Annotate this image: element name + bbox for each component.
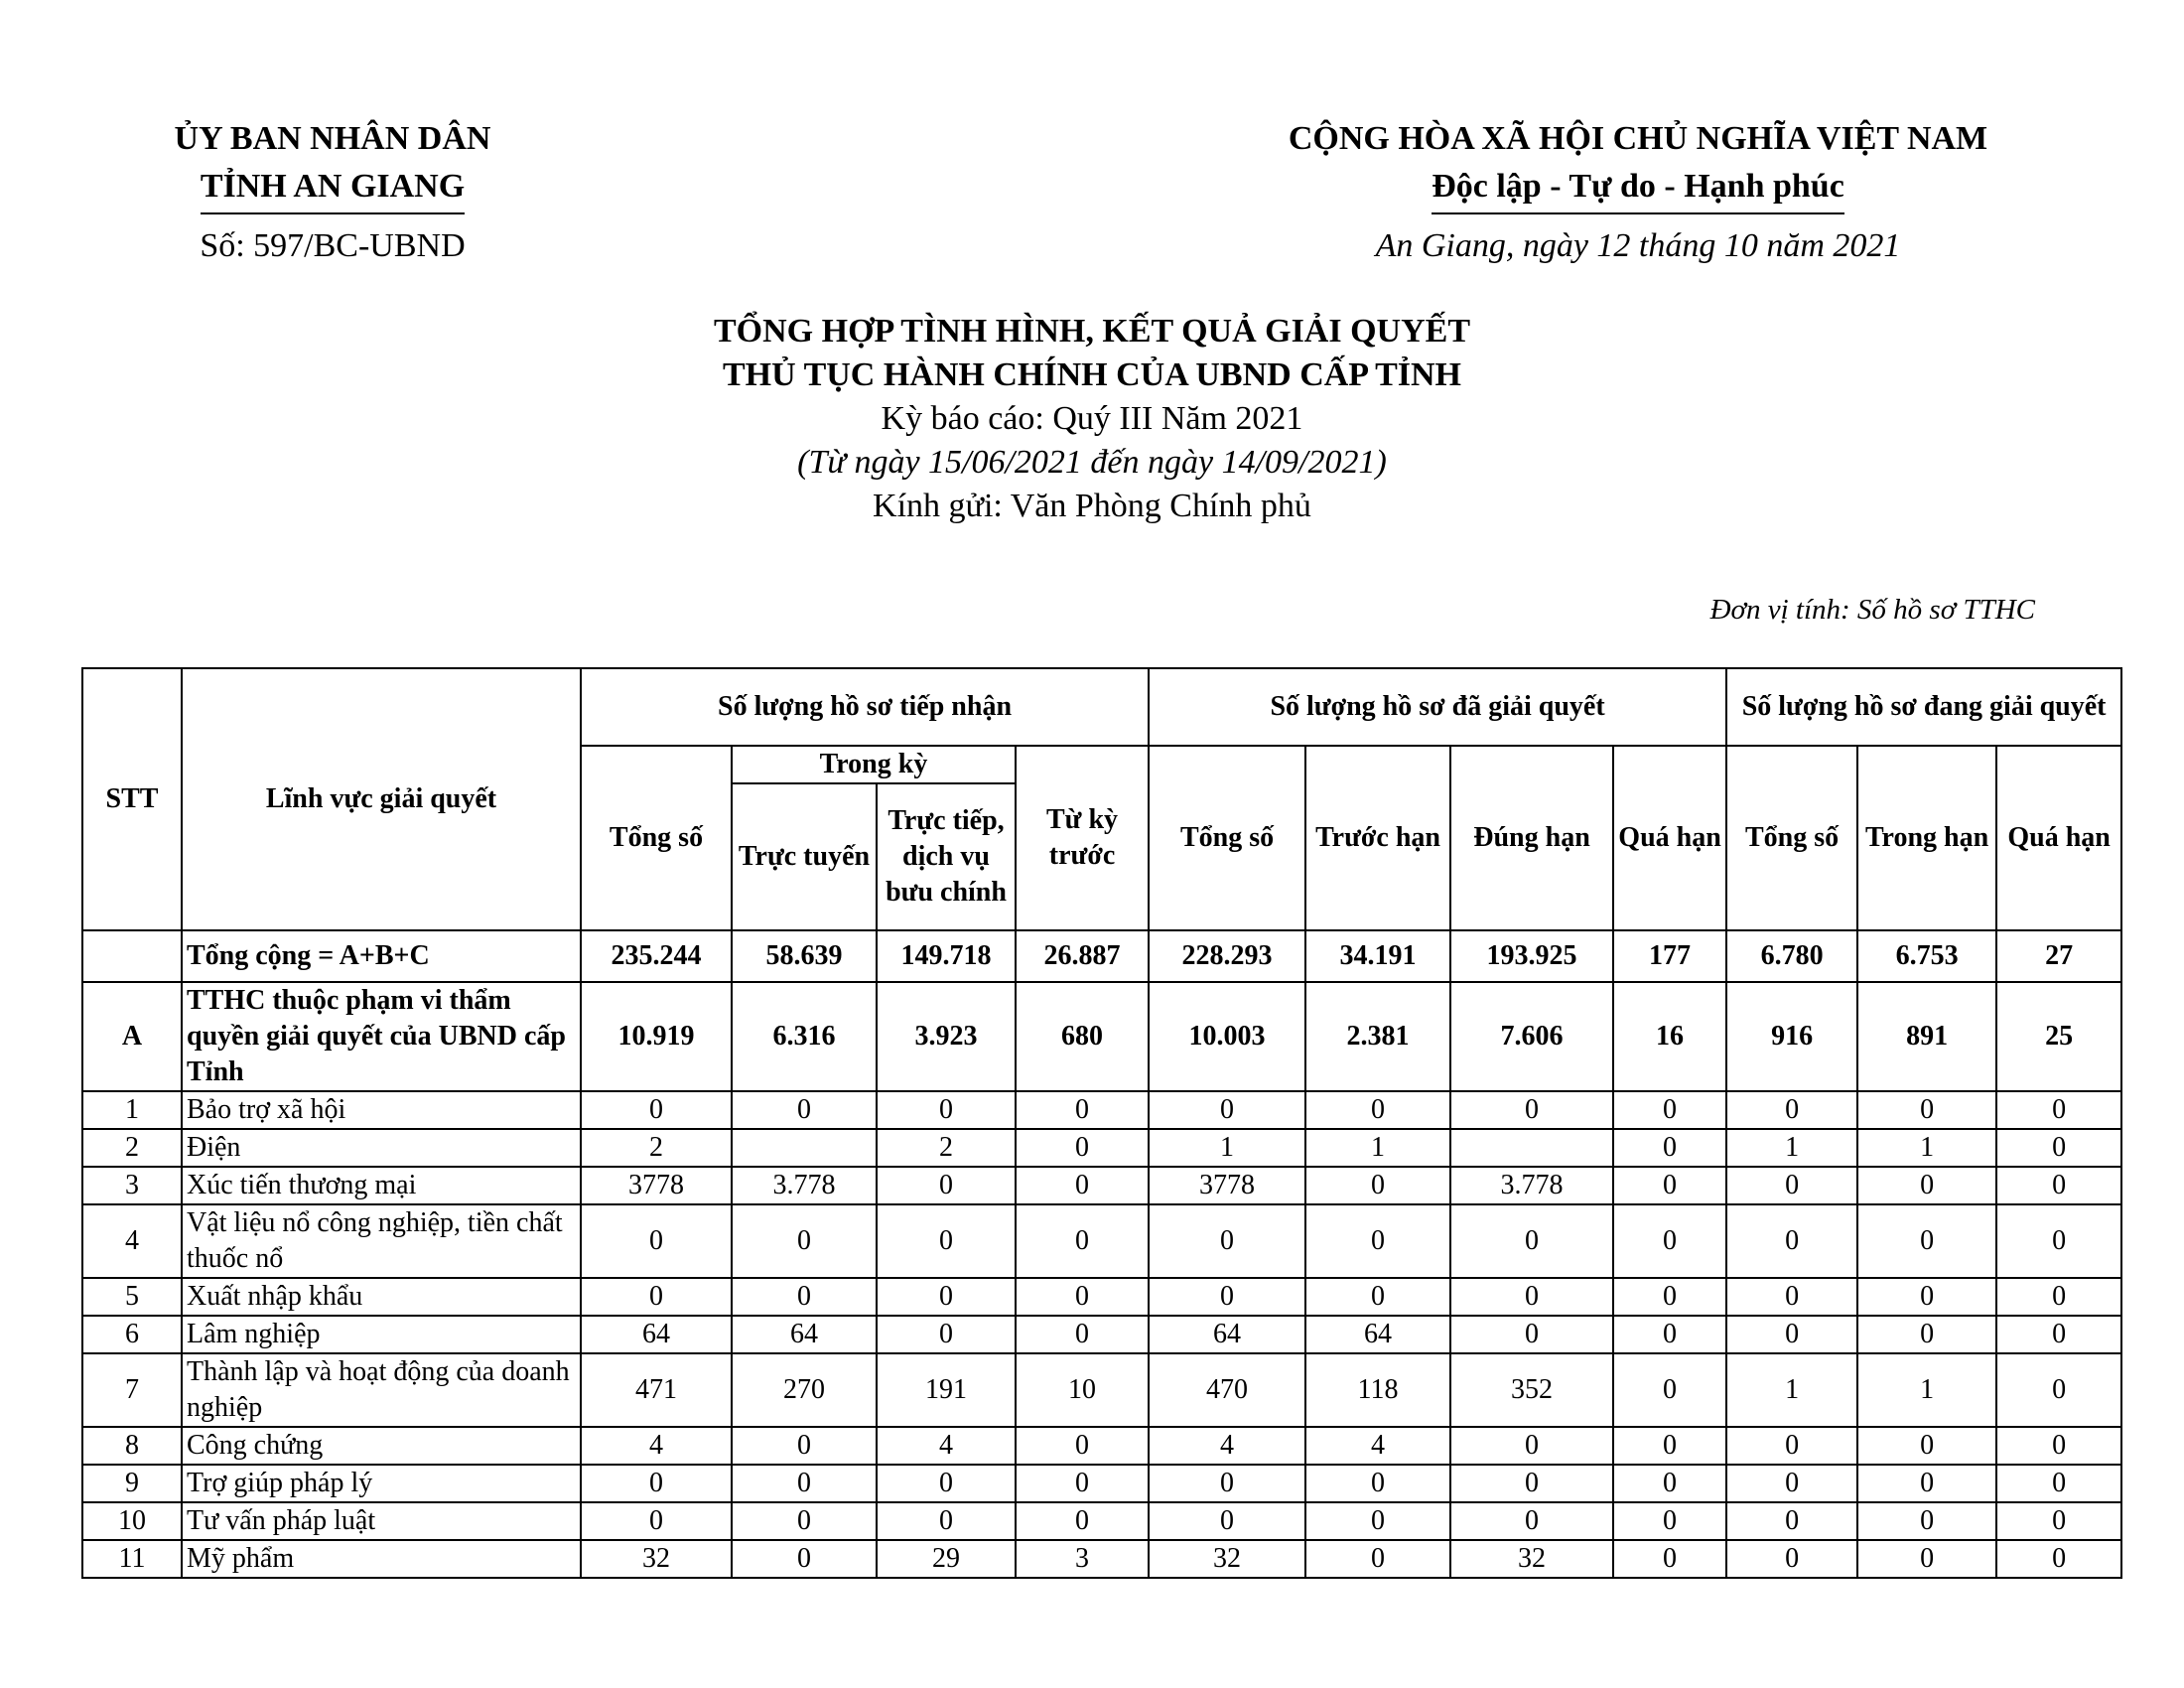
group-received: Số lượng hồ sơ tiếp nhận — [581, 668, 1149, 746]
report-recipient: Kính gửi: Văn Phòng Chính phủ — [873, 488, 1311, 524]
report-title-line2: THỦ TỤC HÀNH CHÍNH CỦA UBND CẤP TỈNH — [723, 356, 1461, 393]
row-value: 0 — [1996, 1204, 2121, 1278]
row-value: 0 — [1996, 1091, 2121, 1129]
row-value: 0 — [877, 1465, 1016, 1502]
row-value: 0 — [1996, 1540, 2121, 1578]
row-value: 0 — [1149, 1204, 1305, 1278]
row-field-name: Lâm nghiệp — [182, 1316, 581, 1353]
row-value: 916 — [1726, 982, 1857, 1091]
row-value: 0 — [877, 1502, 1016, 1540]
row-value: 16 — [1613, 982, 1726, 1091]
row-value: 118 — [1305, 1353, 1450, 1427]
row-value: 6.780 — [1726, 930, 1857, 982]
row-value: 7.606 — [1450, 982, 1613, 1091]
row-value: 0 — [1305, 1167, 1450, 1204]
row-value: 177 — [1613, 930, 1726, 982]
table-row — [82, 1204, 2121, 1278]
row-value: 0 — [732, 1540, 877, 1578]
row-value: 0 — [1305, 1465, 1450, 1502]
row-value: 26.887 — [1016, 930, 1149, 982]
col-pending-total: Tổng số — [1726, 746, 1857, 930]
report-title-line1: TỔNG HỢP TÌNH HÌNH, KẾT QUẢ GIẢI QUYẾT — [714, 313, 1470, 350]
col-pending-overdue: Quá hạn — [1996, 746, 2121, 930]
row-value: 0 — [1613, 1502, 1726, 1540]
row-value: 0 — [1613, 1278, 1726, 1316]
row-value: 0 — [732, 1502, 877, 1540]
row-value: 64 — [1305, 1316, 1450, 1353]
title-block — [397, 310, 1787, 528]
row-value: 1 — [1857, 1353, 1996, 1427]
row-value: 0 — [1857, 1540, 1996, 1578]
row-stt: 6 — [82, 1316, 182, 1353]
row-value: 3.778 — [732, 1167, 877, 1204]
col-field: Lĩnh vực giải quyết — [182, 668, 581, 930]
col-stt: STT — [82, 668, 182, 930]
row-value: 0 — [1726, 1278, 1857, 1316]
row-value: 32 — [1450, 1540, 1613, 1578]
row-value: 0 — [1613, 1129, 1726, 1167]
row-value: 0 — [1016, 1091, 1149, 1129]
row-value: 0 — [1996, 1278, 2121, 1316]
agency-name: ỦY BAN NHÂN DÂN — [174, 120, 491, 157]
row-value: 4 — [1305, 1427, 1450, 1465]
table-row — [82, 1465, 2121, 1502]
col-received-total: Tổng số — [581, 746, 732, 930]
row-stt: 2 — [82, 1129, 182, 1167]
row-value: 0 — [1613, 1465, 1726, 1502]
col-trong-han: Trong hạn — [1857, 746, 1996, 930]
row-value: 25 — [1996, 982, 2121, 1091]
row-value: 0 — [1450, 1427, 1613, 1465]
row-value: 0 — [1016, 1316, 1149, 1353]
row-field-name: Điện — [182, 1129, 581, 1167]
row-value — [1450, 1129, 1613, 1167]
row-value: 0 — [877, 1167, 1016, 1204]
national-title: CỘNG HÒA XÃ HỘI CHỦ NGHĨA VIỆT NAM — [1288, 120, 1988, 157]
row-value: 0 — [1450, 1204, 1613, 1278]
header-right — [1231, 115, 2045, 214]
row-value: 0 — [1450, 1091, 1613, 1129]
row-value: 193.925 — [1450, 930, 1613, 982]
group-pending: Số lượng hồ sơ đang giải quyết — [1726, 668, 2121, 746]
row-stt: 1 — [82, 1091, 182, 1129]
row-field-name: Xúc tiến thương mại — [182, 1167, 581, 1204]
national-motto: Độc lập - Tự do - Hạnh phúc — [1432, 163, 1844, 214]
row-stt: 5 — [82, 1278, 182, 1316]
row-value: 228.293 — [1149, 930, 1305, 982]
row-field-name: Thành lập và hoạt động của doanh nghiệp — [182, 1353, 581, 1427]
row-value: 3 — [1016, 1540, 1149, 1578]
row-value: 0 — [1726, 1465, 1857, 1502]
row-value: 0 — [1016, 1129, 1149, 1167]
report-range: (Từ ngày 15/06/2021 đến ngày 14/09/2021) — [797, 444, 1387, 481]
row-value: 0 — [732, 1204, 877, 1278]
row-stt: 10 — [82, 1502, 182, 1540]
table-row — [82, 1540, 2121, 1578]
row-value: 0 — [1016, 1167, 1149, 1204]
col-truoc-han: Trước hạn — [1305, 746, 1450, 930]
col-dung-han: Đúng hạn — [1450, 746, 1613, 930]
province-name: TỈNH AN GIANG — [201, 163, 465, 214]
row-value: 0 — [1996, 1502, 2121, 1540]
row-value: 4 — [877, 1427, 1016, 1465]
row-value: 1 — [1726, 1129, 1857, 1167]
row-value: 32 — [581, 1540, 732, 1578]
row-value: 0 — [1613, 1167, 1726, 1204]
row-value: 0 — [1016, 1278, 1149, 1316]
row-value: 0 — [732, 1427, 877, 1465]
row-value: 0 — [1857, 1316, 1996, 1353]
row-value: 1 — [1305, 1129, 1450, 1167]
row-value: 0 — [877, 1278, 1016, 1316]
row-value: 0 — [581, 1091, 732, 1129]
row-value: 0 — [1857, 1204, 1996, 1278]
row-value: 0 — [1613, 1091, 1726, 1129]
row-value: 235.244 — [581, 930, 732, 982]
group-resolved: Số lượng hồ sơ đã giải quyết — [1149, 668, 1726, 746]
table-row — [82, 1278, 2121, 1316]
row-value: 6.316 — [732, 982, 877, 1091]
row-value: 0 — [1726, 1091, 1857, 1129]
report-period: Kỳ báo cáo: Quý III Năm 2021 — [881, 400, 1303, 437]
table-row — [82, 930, 2121, 982]
row-value: 27 — [1996, 930, 2121, 982]
row-value: 0 — [1450, 1502, 1613, 1540]
row-value: 471 — [581, 1353, 732, 1427]
table-row — [82, 1167, 2121, 1204]
row-value: 352 — [1450, 1353, 1613, 1427]
row-field-name: TTHC thuộc phạm vi thẩm quyền giải quyết của UBND cấp Tỉnh — [182, 982, 581, 1091]
row-value: 0 — [1613, 1427, 1726, 1465]
row-value: 0 — [1726, 1316, 1857, 1353]
row-value: 1 — [1149, 1129, 1305, 1167]
row-value: 0 — [581, 1502, 732, 1540]
document-number: Số: 597/BC-UBND — [200, 227, 466, 264]
row-value: 0 — [1726, 1204, 1857, 1278]
row-value: 1 — [1726, 1353, 1857, 1427]
row-stt: 11 — [82, 1540, 182, 1578]
row-field-name: Trợ giúp pháp lý — [182, 1465, 581, 1502]
table-row — [82, 1316, 2121, 1353]
row-value: 32 — [1149, 1540, 1305, 1578]
table-row — [82, 1091, 2121, 1129]
row-value: 0 — [581, 1204, 732, 1278]
col-tu-ky-truoc: Từ kỳ trước — [1016, 746, 1149, 930]
row-value: 0 — [1305, 1502, 1450, 1540]
row-field-name: Mỹ phẩm — [182, 1540, 581, 1578]
row-value: 0 — [1613, 1540, 1726, 1578]
row-value: 0 — [1450, 1278, 1613, 1316]
row-stt: 7 — [82, 1353, 182, 1427]
row-value: 0 — [1857, 1091, 1996, 1129]
row-stt: 4 — [82, 1204, 182, 1278]
row-stt — [82, 930, 182, 982]
row-value: 3778 — [581, 1167, 732, 1204]
row-stt: 3 — [82, 1167, 182, 1204]
row-value: 0 — [1450, 1465, 1613, 1502]
row-value: 270 — [732, 1353, 877, 1427]
row-value: 0 — [1996, 1167, 2121, 1204]
row-value: 64 — [581, 1316, 732, 1353]
row-stt: A — [82, 982, 182, 1091]
row-value: 0 — [1016, 1427, 1149, 1465]
row-value: 0 — [1149, 1278, 1305, 1316]
table-row — [82, 1427, 2121, 1465]
row-value: 1 — [1857, 1129, 1996, 1167]
row-value: 0 — [1149, 1502, 1305, 1540]
row-value: 0 — [1305, 1540, 1450, 1578]
row-value: 0 — [1613, 1204, 1726, 1278]
table-row — [82, 1353, 2121, 1427]
col-resolved-overdue: Quá hạn — [1613, 746, 1726, 930]
row-value: 34.191 — [1305, 930, 1450, 982]
row-field-name: Bảo trợ xã hội — [182, 1091, 581, 1129]
col-resolved-total: Tổng số — [1149, 746, 1305, 930]
document-date: An Giang, ngày 12 tháng 10 năm 2021 — [1375, 227, 1901, 264]
row-value: 191 — [877, 1353, 1016, 1427]
row-value: 0 — [1726, 1167, 1857, 1204]
row-value: 0 — [1857, 1502, 1996, 1540]
row-value: 3.778 — [1450, 1167, 1613, 1204]
row-value: 0 — [1016, 1465, 1149, 1502]
row-value: 0 — [1996, 1316, 2121, 1353]
row-value — [732, 1129, 877, 1167]
table-row — [82, 1129, 2121, 1167]
table-row — [82, 982, 2121, 1091]
row-value: 0 — [1726, 1540, 1857, 1578]
row-value: 0 — [581, 1465, 732, 1502]
row-value: 0 — [732, 1278, 877, 1316]
table-body — [82, 930, 2121, 1578]
row-value: 4 — [1149, 1427, 1305, 1465]
row-value: 0 — [1613, 1316, 1726, 1353]
row-value: 3.923 — [877, 982, 1016, 1091]
row-stt: 8 — [82, 1427, 182, 1465]
row-value: 0 — [1996, 1353, 2121, 1427]
row-value: 10.919 — [581, 982, 732, 1091]
row-value: 0 — [1450, 1316, 1613, 1353]
row-value: 64 — [1149, 1316, 1305, 1353]
table-row — [82, 1502, 2121, 1540]
row-value: 0 — [1149, 1465, 1305, 1502]
row-stt: 9 — [82, 1465, 182, 1502]
row-field-name: Vật liệu nổ công nghiệp, tiền chất thuốc nổ — [182, 1204, 581, 1278]
row-value: 0 — [732, 1091, 877, 1129]
row-value: 470 — [1149, 1353, 1305, 1427]
row-value: 0 — [877, 1091, 1016, 1129]
row-value: 0 — [1857, 1427, 1996, 1465]
row-value: 0 — [732, 1465, 877, 1502]
col-truc-tuyen: Trực tuyến — [732, 783, 877, 930]
row-value: 0 — [877, 1316, 1016, 1353]
row-value: 10 — [1016, 1353, 1149, 1427]
row-value: 0 — [1305, 1091, 1450, 1129]
row-value: 2 — [877, 1129, 1016, 1167]
row-value: 0 — [1726, 1502, 1857, 1540]
row-value: 0 — [1016, 1204, 1149, 1278]
row-value: 29 — [877, 1540, 1016, 1578]
row-value: 0 — [1305, 1204, 1450, 1278]
row-value: 0 — [1857, 1167, 1996, 1204]
row-field-name: Xuất nhập khẩu — [182, 1278, 581, 1316]
row-field-name: Tư vấn pháp luật — [182, 1502, 581, 1540]
row-value: 0 — [1016, 1502, 1149, 1540]
row-value: 0 — [1857, 1278, 1996, 1316]
row-value: 0 — [1613, 1353, 1726, 1427]
row-value: 0 — [1996, 1427, 2121, 1465]
row-value: 6.753 — [1857, 930, 1996, 982]
row-value: 64 — [732, 1316, 877, 1353]
row-value: 0 — [581, 1278, 732, 1316]
row-value: 149.718 — [877, 930, 1016, 982]
row-field-name: Công chứng — [182, 1427, 581, 1465]
row-value: 0 — [1996, 1465, 2121, 1502]
unit-note: Đơn vị tính: Số hồ sơ TTHC — [1709, 594, 2035, 626]
row-value: 0 — [1726, 1427, 1857, 1465]
row-value: 680 — [1016, 982, 1149, 1091]
row-value: 2.381 — [1305, 982, 1450, 1091]
row-field-name: Tổng cộng = A+B+C — [182, 930, 581, 982]
row-value: 3778 — [1149, 1167, 1305, 1204]
row-value: 0 — [1857, 1465, 1996, 1502]
report-table — [81, 667, 2122, 1579]
group-trong-ky: Trong kỳ — [732, 746, 1016, 783]
row-value: 0 — [877, 1204, 1016, 1278]
row-value: 58.639 — [732, 930, 877, 982]
row-value: 0 — [1996, 1129, 2121, 1167]
header-left — [129, 115, 536, 214]
row-value: 891 — [1857, 982, 1996, 1091]
row-value: 0 — [1305, 1278, 1450, 1316]
row-value: 2 — [581, 1129, 732, 1167]
row-value: 4 — [581, 1427, 732, 1465]
col-truc-tiep: Trực tiếp, dịch vụ bưu chính — [877, 783, 1016, 930]
row-value: 0 — [1149, 1091, 1305, 1129]
row-value: 10.003 — [1149, 982, 1305, 1091]
header-row-1 — [82, 668, 2121, 746]
